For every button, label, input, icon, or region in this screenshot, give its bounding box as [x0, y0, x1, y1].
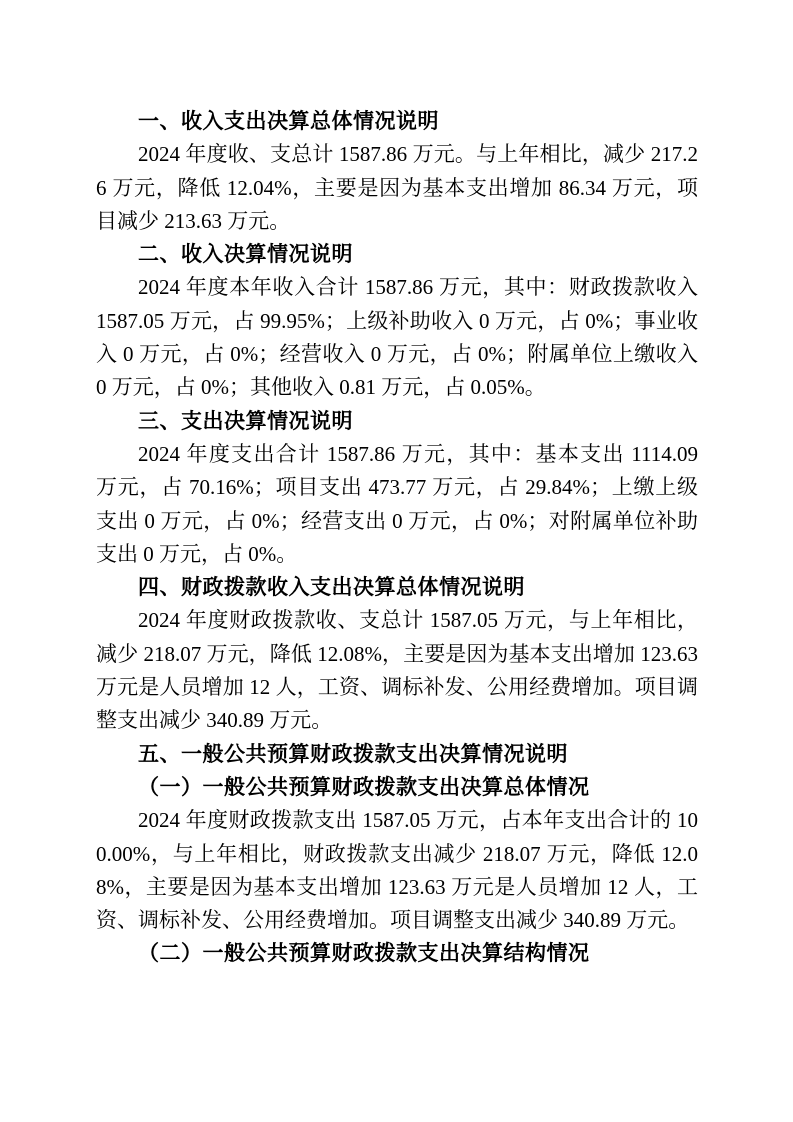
heading-section-5-public-budget-expenditure: 五、一般公共预算财政拨款支出决算情况说明 — [138, 742, 568, 766]
heading-section-1-income-expenditure-overview: 一、收入支出决算总体情况说明 — [138, 110, 439, 133]
paragraph-section-5-1-body: 2024 年度财政拨款支出 1587.05 万元，占本年支出合计的 100.00%，与上年相比，财政拨款支出减少 218.07 万元，降低 12.08%，主要是因为基本支出增加 123.63 万元是人员增加 12 人，工资、调标补发、公用经费增加。项目调整支出减少 340.89 万元。 — [96, 808, 698, 933]
paragraph-section-3-body: 2024 年度支出合计 1587.86 万元，其中：基本支出 1114.09 万元，占 70.16%；项目支出 473.77 万元，占 29.84%；上缴上级支出 0 万元，占 0%；经营支出 0 万元，占 0%；对附属单位补助支出 0 万元，占 0%。 — [96, 441, 698, 566]
paragraph-section-1-body: 2024 年度收、支总计 1587.86 万元。与上年相比，减少 217.26 万元，降低 12.04%，主要是因为基本支出增加 86.34 万元，项目减少 213.63 万元。 — [96, 142, 698, 233]
heading-section-4-fiscal-appropriation-overview: 四、财政拨款收入支出决算总体情况说明 — [138, 576, 525, 600]
subheading-section-5-2-structure-situation: （二）一般公共预算财政拨款支出决算结构情况 — [138, 942, 590, 966]
heading-section-3-expenditure-accounts: 三、支出决算情况说明 — [138, 409, 353, 433]
paragraph-section-4-body: 2024 年度财政拨款收、支总计 1587.05 万元，与上年相比，减少 218.07 万元，降低 12.08%，主要是因为基本支出增加 123.63 万元是人员增加 12 人，工资、调标补发、公用经费增加。项目调整支出减少 340.89 万元。 — [96, 608, 698, 733]
heading-section-2-income-accounts: 二、收入决算情况说明 — [138, 243, 353, 267]
subheading-section-5-1-overall-situation: （一）一般公共预算财政拨款支出决算总体情况 — [138, 775, 590, 799]
paragraph-section-2-body: 2024 年度本年收入合计 1587.86 万元，其中：财政拨款收入 1587.05 万元，占 99.95%；上级补助收入 0 万元，占 0%；事业收入 0 万元，占 0%；经营收入 0 万元，占 0%；附属单位上缴收入 0 万元，占 0%；其他收入 0.81 万元，占 0.05%。 — [96, 275, 698, 400]
